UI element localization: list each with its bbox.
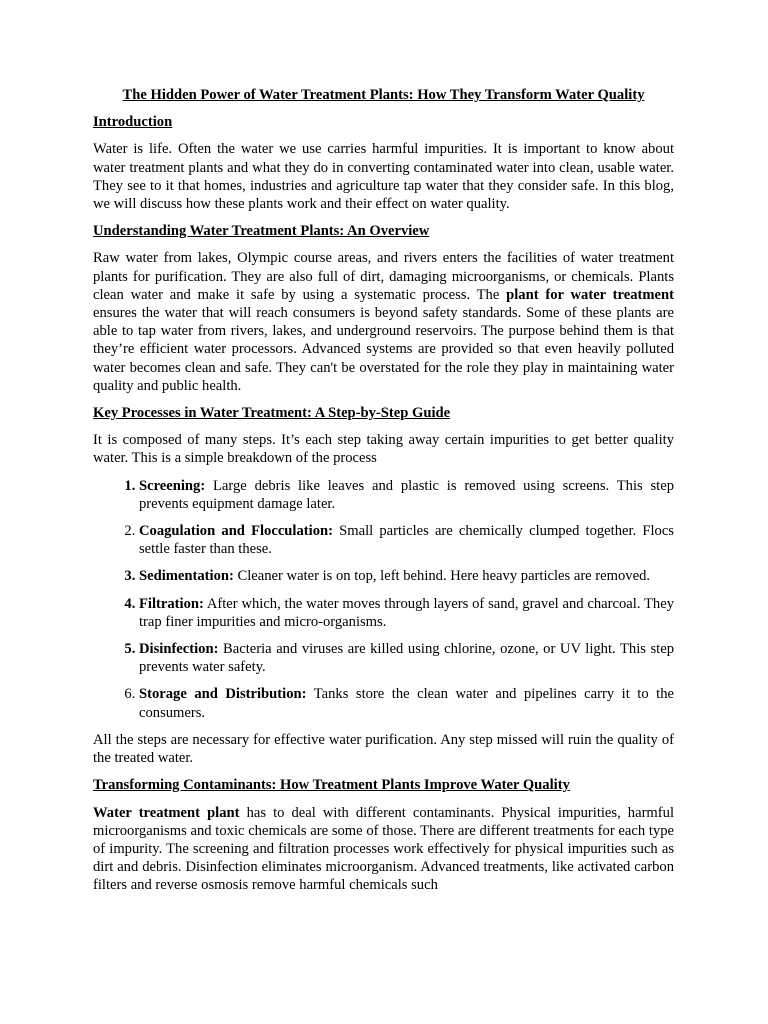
paragraph-overview bbox=[93, 249, 674, 395]
document-title: The Hidden Power of Water Treatment Plants: How They Transform Water Quality bbox=[122, 87, 645, 103]
heading-overview: Understanding Water Treatment Plants: An Overview bbox=[93, 223, 430, 240]
step-text: Tanks store the clean water and pipelines carry it to the consumers. bbox=[139, 686, 674, 721]
step-term: Disinfection: bbox=[139, 641, 219, 658]
step-term: Coagulation and Flocculation: bbox=[139, 523, 333, 540]
paragraph-processes-outro: All the steps are necessary for effective water purification. Any step missed will ruin the quality of the treated water. bbox=[93, 731, 674, 767]
overview-text-b: ensures the water that will reach consumers is beyond safety standards. Some of these plants are able to tap water from rivers, lakes, and underground reservoirs. The purpose behind them is that they’re efficient water processors. Advanced systems are provided so that even heavily polluted water becomes clean and safe. They can't be overstated for the role they play in maintaining water quality and public health. bbox=[93, 305, 674, 394]
list-item-sedimentation bbox=[139, 567, 674, 585]
overview-bold-term: plant for water treatment bbox=[506, 286, 675, 303]
step-term: Sedimentation: bbox=[139, 568, 234, 585]
step-term: Screening: bbox=[139, 477, 206, 494]
paragraph-contaminants bbox=[93, 804, 674, 895]
paragraph-processes-intro: It is composed of many steps. It’s each step taking away certain impurities to get better quality water. This is a simple breakdown of the process bbox=[93, 432, 674, 467]
overview-text-a: Raw water from lakes, Olympic course areas, and rivers enters the facilities of water treatment plants for purification. They are also full of dirt, damaging microorganisms, or chemicals. Plants clean water and make it safe by using a systematic process. The bbox=[93, 250, 674, 303]
list-item-coagulation bbox=[139, 522, 674, 558]
list-item-disinfection bbox=[139, 640, 674, 676]
list-item-screening bbox=[139, 477, 674, 513]
step-term: Filtration: bbox=[139, 595, 204, 612]
step-text: Small particles are chemically clumped together. Flocs settle faster than these. bbox=[139, 523, 674, 558]
list-item-filtration bbox=[139, 595, 674, 631]
step-text: After which, the water moves through layers of sand, gravel and charcoal. They trap finer impurities and micro-organisms. bbox=[139, 595, 674, 630]
step-term: Storage and Distribution: bbox=[139, 686, 307, 703]
contaminants-text: has to deal with different contaminants. Physical impurities, harmful microorganisms and toxic chemicals are some of those. There are different treatments for each type of impurity. The screening and filtration processes work effectively for physical impurities such as dirt and debris. Disinfection eliminates microorganism. Advanced treatments, like activated carbon filters and reverse osmosis remove harmful chemicals such bbox=[93, 804, 674, 894]
heading-contaminants: Transforming Contaminants: How Treatment Plants Improve Water Quality bbox=[93, 777, 570, 794]
step-text: Bacteria and viruses are killed using chlorine, ozone, or UV light. This step prevents water safety. bbox=[139, 641, 674, 676]
contaminants-bold-term: Water treatment plant bbox=[93, 804, 240, 821]
heading-processes: Key Processes in Water Treatment: A Step-by-Step Guide bbox=[93, 405, 451, 422]
heading-introduction: Introduction bbox=[93, 114, 173, 131]
step-text: Large debris like leaves and plastic is removed using screens. This step prevents equipment damage later. bbox=[139, 477, 674, 512]
list-item-storage bbox=[139, 685, 674, 721]
process-steps-list bbox=[93, 477, 674, 722]
step-text: Cleaner water is on top, left behind. Here heavy particles are removed. bbox=[233, 568, 651, 585]
document-body bbox=[93, 86, 674, 904]
paragraph-introduction: Water is life. Often the water we use carries harmful impurities. It is important to know about water treatment plants and what they do in converting contaminated water into clean, usable water. They see to it that homes, industries and agriculture tap water that they consider safe. In this blog, we will discuss how these plants work and their effect on water quality. bbox=[93, 141, 674, 213]
